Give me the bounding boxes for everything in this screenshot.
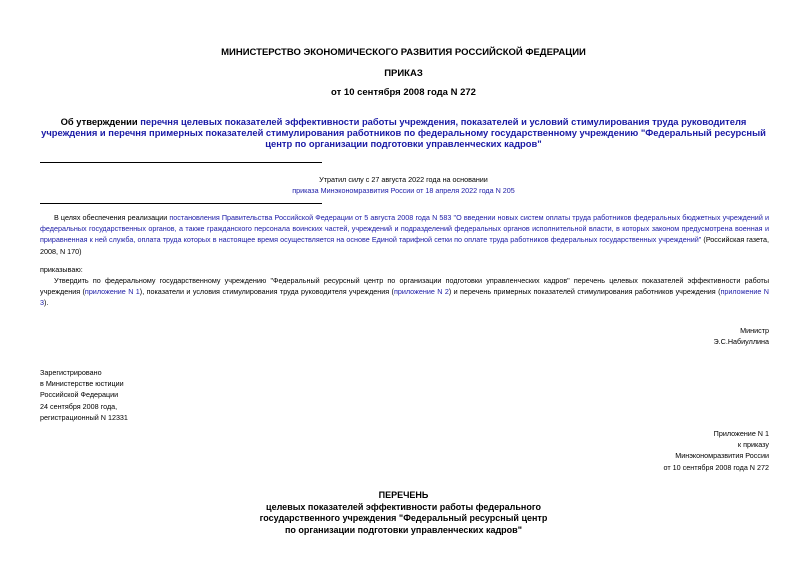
divider-top [40,162,322,163]
status-link-wrap [0,185,807,196]
status-line: Утратил силу с 27 августа 2022 года на основании [319,175,488,184]
preamble-suffix: (Российская газета, 2008, N 170) [40,235,769,256]
list-title-line-3: государственного учреждения "Федеральный ресурсный центр [259,513,548,523]
preamble-prefix: В целях обеспечения реализации [54,213,170,222]
registration-line-1: Зарегистрировано [40,368,102,377]
preamble-paragraph [40,212,769,257]
order-text-3: ) и перечень примерных показателей стимулирования работников учреждения ( [448,287,721,297]
order-text-2: ), показатели и условия стимулирования труда руководителя учреждения ( [139,287,394,297]
document-date: от 10 сентября 2008 года N 272 [331,87,476,98]
appendix-line-2: к приказу [737,440,769,450]
government-decree-link[interactable]: постановления Правительства Российской Федерации от 5 августа 2008 года N 583 "О введении новых систем оплаты труда работников федеральных бюджетных учреждений и федеральных государственных органов, а также гражданского персонала воинских частей, учреждений и подразделений федеральных органов исполнительной власти, в которых законом предусмотрена военная и приравненная к ней служба, оплата труда которых в настоящее время осуществляется на основе Единой тарифной сетки по оплате труда работников федеральных государственных учреждений" [40,213,769,245]
order-paragraph [40,275,769,309]
list-title [0,490,807,536]
document-title [40,116,767,149]
appendix-2-link[interactable]: приложение N 2 [393,287,449,297]
divider-bottom [40,203,322,204]
appendix-1-link[interactable]: приложение N 1 [84,287,140,297]
signer-name: Э.С.Набиуллина [713,337,769,347]
registration-block [40,367,128,423]
registration-line-5: регистрационный N 12331 [40,412,128,422]
appendix-line-1: Приложение N 1 [713,429,769,438]
appendix-line-4: от 10 сентября 2008 года N 272 [663,462,769,472]
order-lead: приказываю: [40,265,83,274]
signer-position: Министр [740,326,769,335]
list-title-line-4: по организации подготовки управленческих кадров" [285,524,522,535]
appendix-3-link[interactable]: приложение N 3 [40,287,769,308]
registration-line-2: в Министерстве юстиции [40,379,124,389]
list-title-line-2: целевых показателей эффективности работы федерального [266,501,541,512]
registration-line-3: Российской Федерации [40,390,119,400]
appendix-line-3: Минэкономразвития России [675,451,769,461]
list-title-line-1: ПЕРЕЧЕНЬ [378,490,429,500]
appendix-reference [664,428,769,473]
order-text-4: ). [44,298,49,308]
signature-block [714,325,769,347]
repeal-order-link[interactable]: приказа Минэкономразвития России от 18 апреля 2022 года N 205 [292,186,515,195]
document-title-prefix: Об утверждении [60,116,141,127]
order-text-1: Утвердить по федеральному государственному учреждению "Федеральный ресурсный центр по организации подготовки управленческих кадров" перечень целевых показателей эффективности работы учреждения ( [40,276,769,297]
document-title-link[interactable]: перечня целевых показателей эффективности работы учреждения, показателей и условий стимулирования труда руководителя учреждения и перечня примерных показателей стимулирования работников по федеральному государственному учреждению "Федеральный ресурсный центр по организации подготовки управленческих кадров" [41,116,766,149]
registration-line-4: 24 сентября 2008 года, [40,401,118,411]
ministry-heading: МИНИСТЕРСТВО ЭКОНОМИЧЕСКОГО РАЗВИТИЯ РОССИЙСКОЙ ФЕДЕРАЦИИ [221,47,586,58]
document-type: ПРИКАЗ [384,68,423,79]
